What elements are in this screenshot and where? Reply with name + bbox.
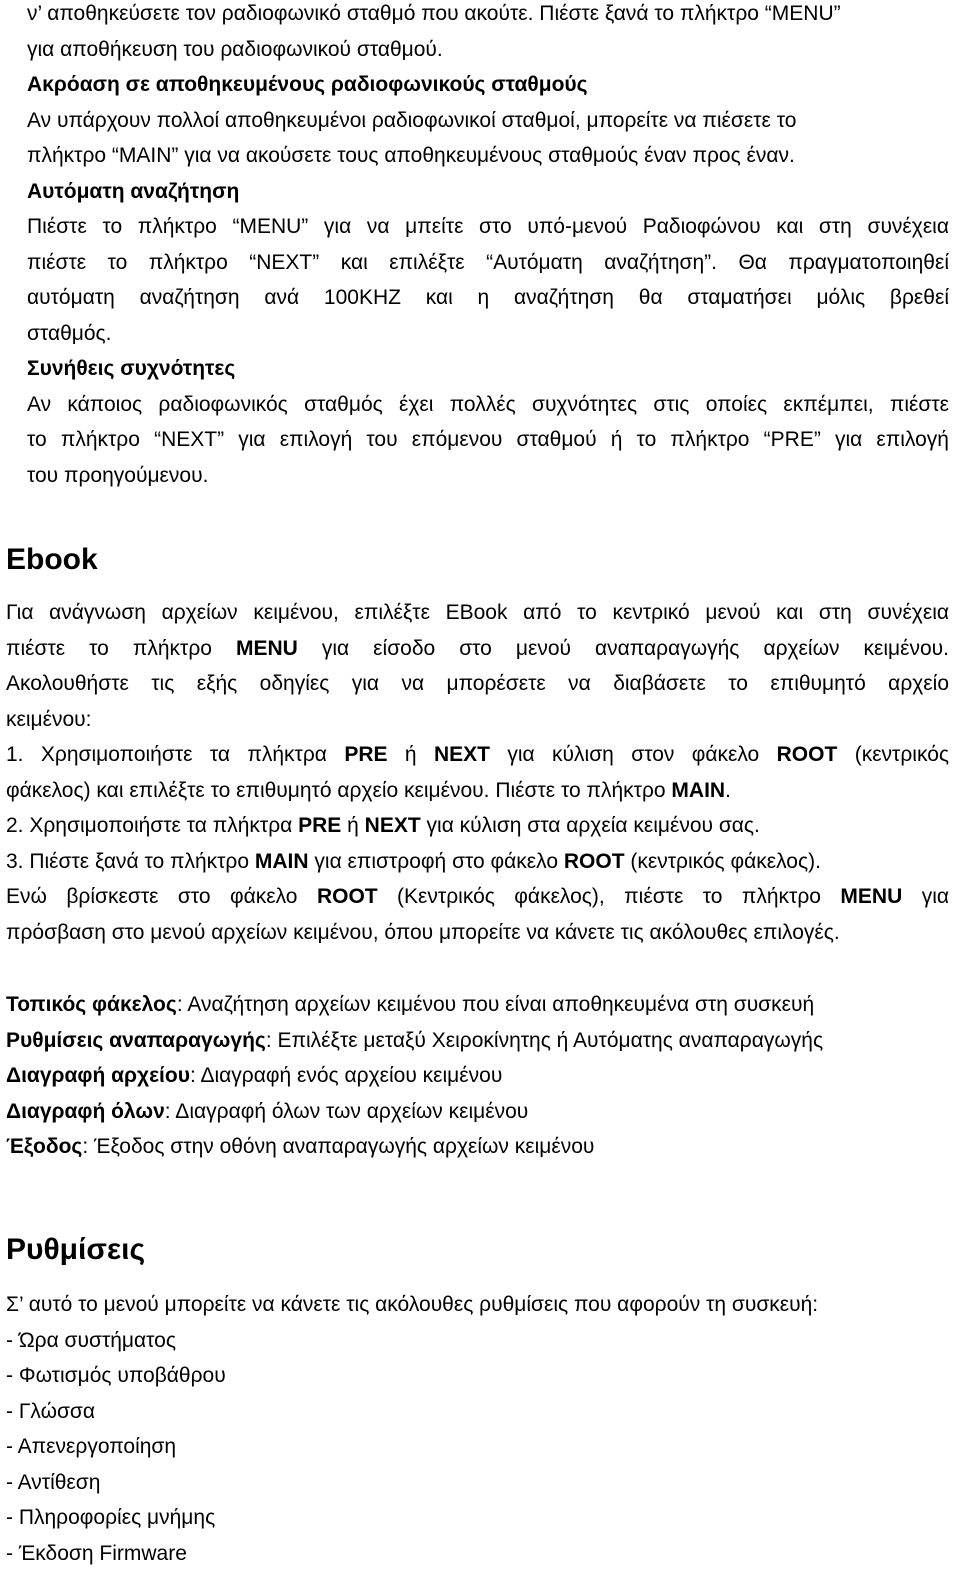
settings-item-firmware-version: - Έκδοση Firmware bbox=[6, 1541, 187, 1565]
ebook-step-3: 3. Πιέστε ξανά το πλήκτρο MAIN για επιστροφή στο φάκελο ROOT (κεντρικός φάκελος). bbox=[6, 849, 821, 873]
radio-intro-line-2: για αποθήκευση του ραδιοφωνικού σταθμού. bbox=[27, 37, 443, 61]
common-frequencies-heading: Συνήθεις συχνότητες bbox=[27, 357, 236, 380]
saved-stations-line-2: πλήκτρο “MAIN” για να ακούσετε τους αποθηκευμένους σταθμούς έναν προς έναν. bbox=[27, 144, 795, 167]
ebook-step-2: 2. Χρησιμοποιήστε τα πλήκτρα PRE ή NEXT για κύλιση στα αρχεία κειμένου σας. bbox=[6, 814, 760, 837]
ebook-option-delete-all: Διαγραφή όλων: Διαγραφή όλων των αρχείων κειμένου bbox=[6, 1099, 529, 1123]
ebook-p2-line-1: Ενώ βρίσκεστε στο φάκελο ROOT (Κεντρικός φάκελος), πιέστε το πλήκτρο MENU για bbox=[6, 885, 949, 908]
saved-stations-heading: Ακρόαση σε αποθηκευμένους ραδιοφωνικούς σταθμούς bbox=[27, 73, 588, 96]
auto-search-line-4: σταθμός. bbox=[27, 321, 112, 345]
settings-intro: Σ’ αυτό το μενού μπορείτε να κάνετε τις ακόλουθες ρυθμίσεις που αφορούν τη συσκευή: bbox=[6, 1293, 819, 1316]
settings-item-memory-info: - Πληροφορίες μνήμης bbox=[6, 1506, 216, 1529]
ebook-section bbox=[6, 540, 949, 580]
ebook-option-delete-file: Διαγραφή αρχείου: Διαγραφή ενός αρχείου κειμένου bbox=[6, 1064, 503, 1087]
ebook-p2-line-2: πρόσβαση στο μενού αρχείων κειμένου, όπου μπορείτε να κάνετε τις ακόλουθες επιλογές. bbox=[6, 920, 840, 944]
settings-item-system-time: - Ώρα συστήματος bbox=[6, 1328, 176, 1352]
auto-search-line-1: Πιέστε το πλήκτρο “MENU” για να μπείτε στο υπό-μενού Ραδιοφώνου και στη συνέχεια bbox=[27, 215, 949, 238]
auto-search-line-2: πιέστε το πλήκτρο “NEXT” και επιλέξτε “Αυτόματη αναζήτηση”. Θα πραγματοποιηθεί bbox=[27, 250, 949, 274]
ebook-heading: Ebook bbox=[6, 543, 98, 576]
ebook-option-local-folder: Τοπικός φάκελος: Αναζήτηση αρχείων κειμένου που είναι αποθηκευμένα στη συσκευή bbox=[6, 993, 815, 1016]
settings-section bbox=[6, 1230, 949, 1270]
ebook-p1-line-1: Για ανάγνωση αρχείων κειμένου, επιλέξτε EBook από το κεντρικό μενού και στη συνέχεια bbox=[6, 601, 949, 624]
ebook-p1-line-4: κειμένου: bbox=[6, 707, 92, 731]
radio-section bbox=[6, 0, 949, 493]
settings-body bbox=[6, 1287, 949, 1571]
radio-intro-line-1: ν’ αποθηκεύσετε τον ραδιοφωνικό σταθμό που ακούτε. Πιέστε ξανά το πλήκτρο “MENU” bbox=[27, 2, 841, 25]
common-frequencies-line-3: του προηγούμενου. bbox=[27, 463, 209, 487]
common-frequencies-line-1: Αν κάποιος ραδιοφωνικός σταθμός έχει πολλές συχνότητες στις οποίες εκπέμπει, πιέστε bbox=[27, 392, 949, 416]
ebook-options-list bbox=[6, 987, 949, 1165]
ebook-step-1-line-1: 1. Χρησιμοποιήστε τα πλήκτρα PRE ή NEXT για κύλιση στον φάκελο ROOT (κεντρικός bbox=[6, 743, 950, 766]
ebook-step-1-line-2: φάκελος) και επιλέξτε το επιθυμητό αρχείο κειμένου. Πιέστε το πλήκτρο MAIN. bbox=[6, 778, 731, 802]
ebook-option-playback-settings: Ρυθμίσεις αναπαραγωγής: Επιλέξτε μεταξύ Χειροκίνητης ή Αυτόματης αναπαραγωγής bbox=[6, 1028, 824, 1052]
settings-item-language: - Γλώσσα bbox=[6, 1399, 96, 1423]
auto-search-line-3: αυτόματη αναζήτηση ανά 100KHZ και η αναζήτηση θα σταματήσει μόλις βρεθεί bbox=[27, 286, 949, 309]
settings-item-power-off: - Απενεργοποίηση bbox=[6, 1435, 177, 1458]
ebook-option-exit: Έξοδος: Έξοδος στην οθόνη αναπαραγωγής αρχείων κειμένου bbox=[6, 1135, 595, 1158]
saved-stations-line-1: Αν υπάρχουν πολλοί αποθηκευμένοι ραδιοφωνικοί σταθμοί, μπορείτε να πιέσετε το bbox=[27, 108, 797, 132]
settings-item-backlight: - Φωτισμός υποβάθρου bbox=[6, 1364, 226, 1387]
settings-heading: Ρυθμίσεις bbox=[6, 1233, 146, 1266]
ebook-p1-line-3: Ακολουθήστε τις εξής οδηγίες για να μπορέσετε να διαβάσετε το επιθυμητό αρχείο bbox=[6, 672, 949, 695]
common-frequencies-line-2: το πλήκτρο “NEXT” για επιλογή του επόμενου σταθμού ή το πλήκτρο “PRE” για επιλογή bbox=[27, 428, 949, 451]
auto-search-heading: Αυτόματη αναζήτηση bbox=[27, 179, 240, 203]
settings-item-contrast: - Αντίθεση bbox=[6, 1470, 101, 1494]
ebook-p1-line-2: πιέστε το πλήκτρο MENU για είσοδο στο μενού αναπαραγωγής αρχείων κειμένου. bbox=[6, 636, 949, 660]
ebook-body bbox=[6, 595, 949, 950]
